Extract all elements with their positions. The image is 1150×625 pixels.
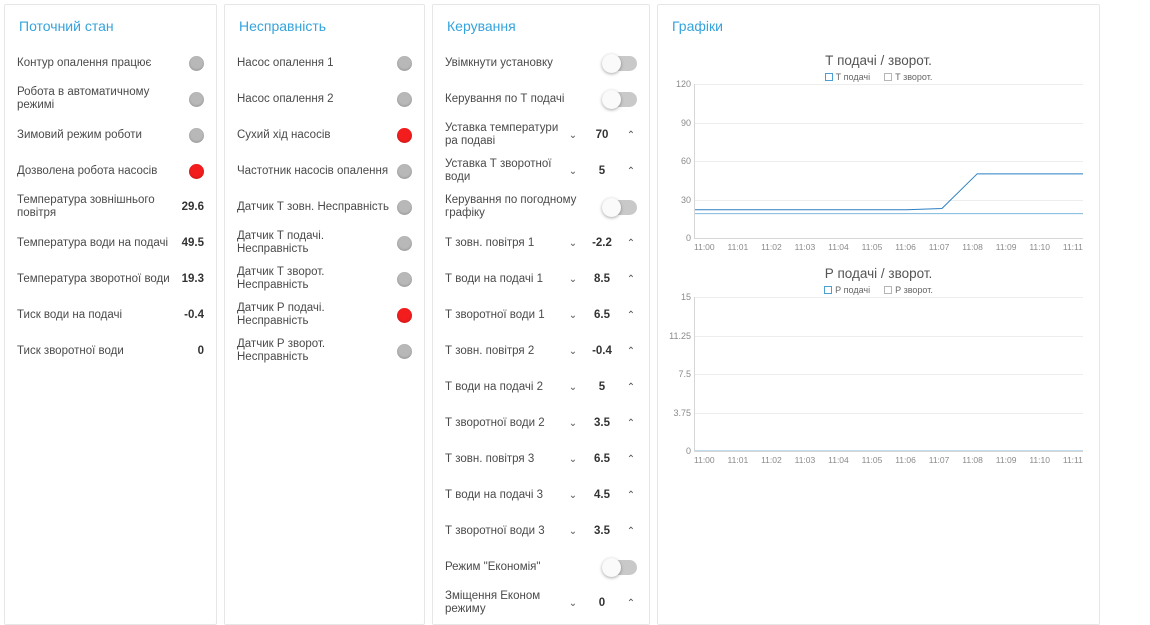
panel-charts — [657, 4, 1100, 625]
chart-x-tick-label: 11:10 — [1029, 455, 1050, 465]
chart-y-tick-label: 0 — [685, 446, 691, 456]
chevron-up-icon[interactable]: ⌃ — [626, 597, 636, 609]
status-label: Тиск води на подачі — [17, 308, 123, 321]
chevron-up-icon[interactable]: ⌃ — [626, 453, 636, 465]
chevron-up-icon[interactable]: ⌃ — [626, 489, 636, 501]
legend-item[interactable] — [824, 285, 870, 295]
legend-label: Р подачі — [835, 285, 871, 295]
legend-swatch-icon — [884, 286, 892, 294]
chevron-up-icon[interactable]: ⌃ — [626, 309, 636, 321]
chevron-up-icon[interactable]: ⌃ — [626, 417, 636, 429]
chart-x-tick-label: 11:09 — [995, 455, 1017, 465]
spinner-value[interactable]: 6.5 — [594, 309, 610, 321]
fault-row — [225, 81, 424, 117]
spinner-value[interactable]: 3.5 — [594, 417, 610, 429]
control-label: Уставка температури ра подаві — [445, 122, 559, 147]
control-label: Уставка Т зворотної води — [445, 158, 552, 183]
control-toggle-row[interactable] — [433, 189, 649, 225]
chart-y-tick-label: 15 — [680, 292, 691, 302]
control-spinner-row[interactable] — [433, 333, 649, 369]
status-label: Зимовий режим роботи — [17, 128, 142, 141]
spinner-value[interactable]: 5 — [598, 165, 606, 177]
fault-label: Датчик Т зворот. Несправність — [237, 266, 325, 291]
control-toggle-row[interactable] — [433, 549, 649, 585]
status-row — [5, 81, 216, 117]
chart-y-tick-label: 11.25 — [669, 330, 691, 341]
legend-label: Т зворот. — [895, 72, 933, 82]
fault-row — [225, 261, 424, 297]
chart-legend — [668, 285, 1089, 297]
status-label: Робота в автоматичному режимі — [17, 86, 150, 111]
status-led-icon — [397, 236, 412, 251]
chart-x-tick-label: 11:00 — [694, 242, 715, 252]
control-spinner-row[interactable] — [433, 441, 649, 477]
chart-x-tick-label: 11:05 — [861, 455, 883, 465]
status-label: Тиск зворотної води — [17, 344, 124, 357]
chevron-down-icon[interactable]: ⌄ — [568, 417, 578, 429]
chart-y-tick-label: 30 — [680, 194, 691, 205]
panel-title-control: Керування — [447, 18, 516, 34]
status-row — [5, 333, 216, 369]
spinner-value[interactable]: 0 — [598, 597, 606, 609]
control-toggle-row[interactable] — [433, 45, 649, 81]
chart-x-tick-label: 11:05 — [861, 242, 883, 252]
status-led-icon — [397, 272, 412, 287]
chart-y-tick-label: 7.5 — [678, 369, 691, 379]
control-label: Т зовн. повітря 2 — [445, 344, 535, 357]
chart-legend — [668, 72, 1089, 84]
control-rows — [433, 45, 649, 621]
control-spinner-row[interactable] — [433, 261, 649, 297]
status-label: Температура води на подачі — [17, 236, 169, 249]
status-label: Дозволена робота насосів — [17, 164, 158, 177]
status-led-icon — [397, 200, 412, 215]
chart-x-tick-label: 11:01 — [727, 242, 749, 252]
chart-x-tick-label: 11:08 — [962, 242, 983, 252]
chart-x-tick-label: 11:06 — [895, 455, 916, 465]
control-label: Т води на подачі 2 — [445, 380, 543, 393]
chevron-down-icon[interactable]: ⌄ — [568, 273, 578, 285]
chart-y-tick-label: 0 — [685, 233, 691, 243]
spinner-value[interactable]: -2.2 — [592, 237, 612, 249]
toggle-switch[interactable] — [603, 560, 637, 575]
chart-x-tick-label: 11:11 — [1062, 455, 1083, 465]
legend-label: Р зворот. — [895, 285, 933, 295]
status-led-icon — [397, 164, 412, 179]
fault-label: Датчик Т подачі. Несправність — [237, 230, 325, 255]
chart-series-svg — [695, 84, 1083, 238]
chart-block — [658, 45, 1099, 258]
legend-item[interactable] — [825, 72, 870, 82]
fault-row — [225, 117, 424, 153]
fault-label: Частотник насосів опалення — [237, 164, 389, 177]
spinner-value[interactable]: 4.5 — [594, 489, 610, 501]
chart-x-tick-label: 11:09 — [995, 242, 1017, 252]
panel-faults — [224, 4, 425, 625]
fault-label: Сухий хід насосів — [237, 128, 331, 141]
status-led-icon — [189, 92, 204, 107]
chevron-up-icon[interactable]: ⌃ — [626, 237, 636, 249]
status-led-icon — [189, 128, 204, 143]
control-spinner-row[interactable] — [433, 477, 649, 513]
control-spinner-row[interactable] — [433, 513, 649, 549]
toggle-switch[interactable] — [603, 56, 637, 71]
status-row — [5, 225, 216, 261]
legend-item[interactable] — [884, 72, 932, 82]
control-label: Зміщення Економ режиму — [445, 590, 541, 615]
fault-row — [225, 45, 424, 81]
chart-x-axis — [694, 452, 1083, 465]
control-label: Керування по Т подачі — [445, 92, 565, 105]
status-led-icon — [189, 56, 204, 71]
chart-title: Р подачі / зворот. — [824, 266, 933, 281]
spinner-value[interactable]: 8.5 — [594, 273, 610, 285]
control-label: Т зворотної води 1 — [445, 308, 545, 321]
status-led-icon — [189, 164, 204, 179]
status-label: Контур опалення працює — [17, 56, 152, 69]
legend-swatch-icon — [824, 286, 832, 294]
spinner-value[interactable]: 6.5 — [594, 453, 610, 465]
chart-x-tick-label: 11:11 — [1062, 242, 1083, 252]
status-label: Температура зворотної води — [17, 272, 170, 285]
fault-label: Насос опалення 2 — [237, 92, 334, 105]
chart-plot-area — [675, 79, 1083, 243]
status-row — [5, 297, 216, 333]
chart-x-tick-label: 11:06 — [895, 242, 916, 252]
toggle-switch[interactable] — [603, 92, 637, 107]
panel-control — [432, 4, 650, 625]
chevron-down-icon[interactable]: ⌄ — [568, 345, 578, 357]
chart-y-tick-label: 3.75 — [673, 407, 691, 418]
fault-row — [225, 189, 424, 225]
spinner-value[interactable]: 70 — [595, 129, 609, 141]
panel-title-current-status: Поточний стан — [19, 18, 114, 34]
control-label: Керування по погодному графіку — [445, 194, 577, 219]
chart-x-tick-label: 11:07 — [928, 455, 950, 465]
chart-title: Т подачі / зворот. — [825, 53, 932, 68]
chart-x-tick-label: 11:00 — [694, 455, 715, 465]
control-spinner-row[interactable] — [433, 405, 649, 441]
chart-x-tick-label: 11:07 — [928, 242, 950, 252]
spinner-value[interactable]: 5 — [598, 381, 606, 393]
status-label: Температура зовнішнього повітря — [17, 194, 155, 219]
status-value: 0 — [197, 345, 204, 357]
spinner-value[interactable]: -0.4 — [592, 345, 612, 357]
chart-series-svg — [695, 297, 1083, 451]
control-label: Режим "Економія" — [445, 560, 541, 573]
chevron-down-icon[interactable]: ⌄ — [568, 489, 578, 501]
chevron-up-icon[interactable]: ⌃ — [626, 345, 636, 357]
fault-row — [225, 333, 424, 369]
chart-x-tick-label: 11:04 — [828, 242, 849, 252]
fault-row — [225, 225, 424, 261]
status-value: 29.6 — [181, 201, 204, 213]
chart-y-tick-label: 60 — [680, 156, 691, 166]
chevron-down-icon[interactable]: ⌄ — [568, 381, 578, 393]
chevron-up-icon[interactable]: ⌃ — [626, 273, 636, 285]
chart-x-tick-label: 11:02 — [761, 242, 782, 252]
control-spinner-row[interactable] — [433, 117, 649, 153]
chevron-down-icon[interactable]: ⌄ — [568, 129, 578, 141]
control-spinner-row[interactable] — [433, 585, 649, 621]
chart-x-axis — [694, 239, 1083, 252]
fault-label: Датчик Р подачі. Несправність — [237, 302, 325, 327]
chart-plot-area — [669, 292, 1083, 456]
status-led-icon — [397, 128, 412, 143]
control-label: Т зворотної води 2 — [445, 416, 545, 429]
chart-x-tick-label: 11:10 — [1029, 242, 1050, 252]
control-label: Т зворотної води 3 — [445, 524, 545, 537]
chart-series-line — [695, 174, 1083, 210]
panel-title-faults: Несправність — [239, 18, 327, 34]
control-spinner-row[interactable] — [433, 369, 649, 405]
spinner-value[interactable]: 3.5 — [594, 525, 610, 537]
status-led-icon — [397, 308, 412, 323]
panel-title-charts: Графіки — [672, 18, 723, 34]
chart-x-tick-label: 11:04 — [828, 455, 849, 465]
chart-x-tick-label: 11:08 — [962, 455, 983, 465]
control-label: Т води на подачі 1 — [445, 272, 543, 285]
chart-x-tick-label: 11:01 — [727, 455, 749, 465]
legend-swatch-icon — [884, 73, 892, 81]
chevron-down-icon[interactable]: ⌄ — [568, 237, 578, 249]
chart-x-tick-label: 11:02 — [761, 455, 782, 465]
chevron-down-icon[interactable]: ⌄ — [568, 309, 578, 321]
control-toggle-row[interactable] — [433, 81, 649, 117]
panel-current-status — [4, 4, 217, 625]
chevron-up-icon[interactable]: ⌃ — [626, 525, 636, 537]
control-label: Т води на подачі 3 — [445, 488, 543, 501]
status-value: -0.4 — [184, 309, 204, 321]
status-led-icon — [397, 344, 412, 359]
status-row — [5, 45, 216, 81]
fault-rows — [225, 45, 424, 369]
chevron-up-icon[interactable]: ⌃ — [626, 129, 636, 141]
control-label: Т зовн. повітря 1 — [445, 236, 535, 249]
chart-y-tick-label: 120 — [675, 79, 691, 89]
control-spinner-row[interactable] — [433, 153, 649, 189]
status-row — [5, 117, 216, 153]
chevron-up-icon[interactable]: ⌃ — [626, 165, 636, 177]
charts-host — [658, 45, 1099, 471]
chart-x-tick-label: 11:03 — [794, 242, 816, 252]
control-label: Т зовн. повітря 3 — [445, 452, 535, 465]
chevron-up-icon[interactable]: ⌃ — [626, 381, 636, 393]
fault-label: Насос опалення 1 — [237, 56, 334, 69]
legend-item[interactable] — [884, 285, 933, 295]
chevron-down-icon[interactable]: ⌄ — [568, 165, 578, 177]
control-label: Увімкнути установку — [445, 56, 553, 69]
status-value: 19.3 — [181, 273, 204, 285]
status-row — [5, 189, 216, 225]
toggle-switch[interactable] — [603, 200, 637, 215]
fault-label: Датчик Т зовн. Несправність — [237, 200, 389, 213]
status-rows — [5, 45, 216, 369]
control-spinner-row[interactable] — [433, 225, 649, 261]
legend-swatch-icon — [825, 73, 833, 81]
status-led-icon — [397, 56, 412, 71]
control-spinner-row[interactable] — [433, 297, 649, 333]
chevron-down-icon[interactable]: ⌄ — [568, 597, 578, 609]
fault-label: Датчик Р зворот. Несправність — [237, 338, 326, 363]
chart-y-tick-label: 90 — [680, 117, 691, 128]
fault-row — [225, 153, 424, 189]
fault-row — [225, 297, 424, 333]
chevron-down-icon[interactable]: ⌄ — [568, 453, 578, 465]
chevron-down-icon[interactable]: ⌄ — [568, 525, 578, 537]
status-value: 49.5 — [181, 237, 204, 249]
status-row — [5, 153, 216, 189]
legend-label: Т подачі — [835, 72, 871, 82]
chart-x-tick-label: 11:03 — [794, 455, 816, 465]
status-led-icon — [397, 92, 412, 107]
status-row — [5, 261, 216, 297]
chart-block — [658, 258, 1099, 471]
